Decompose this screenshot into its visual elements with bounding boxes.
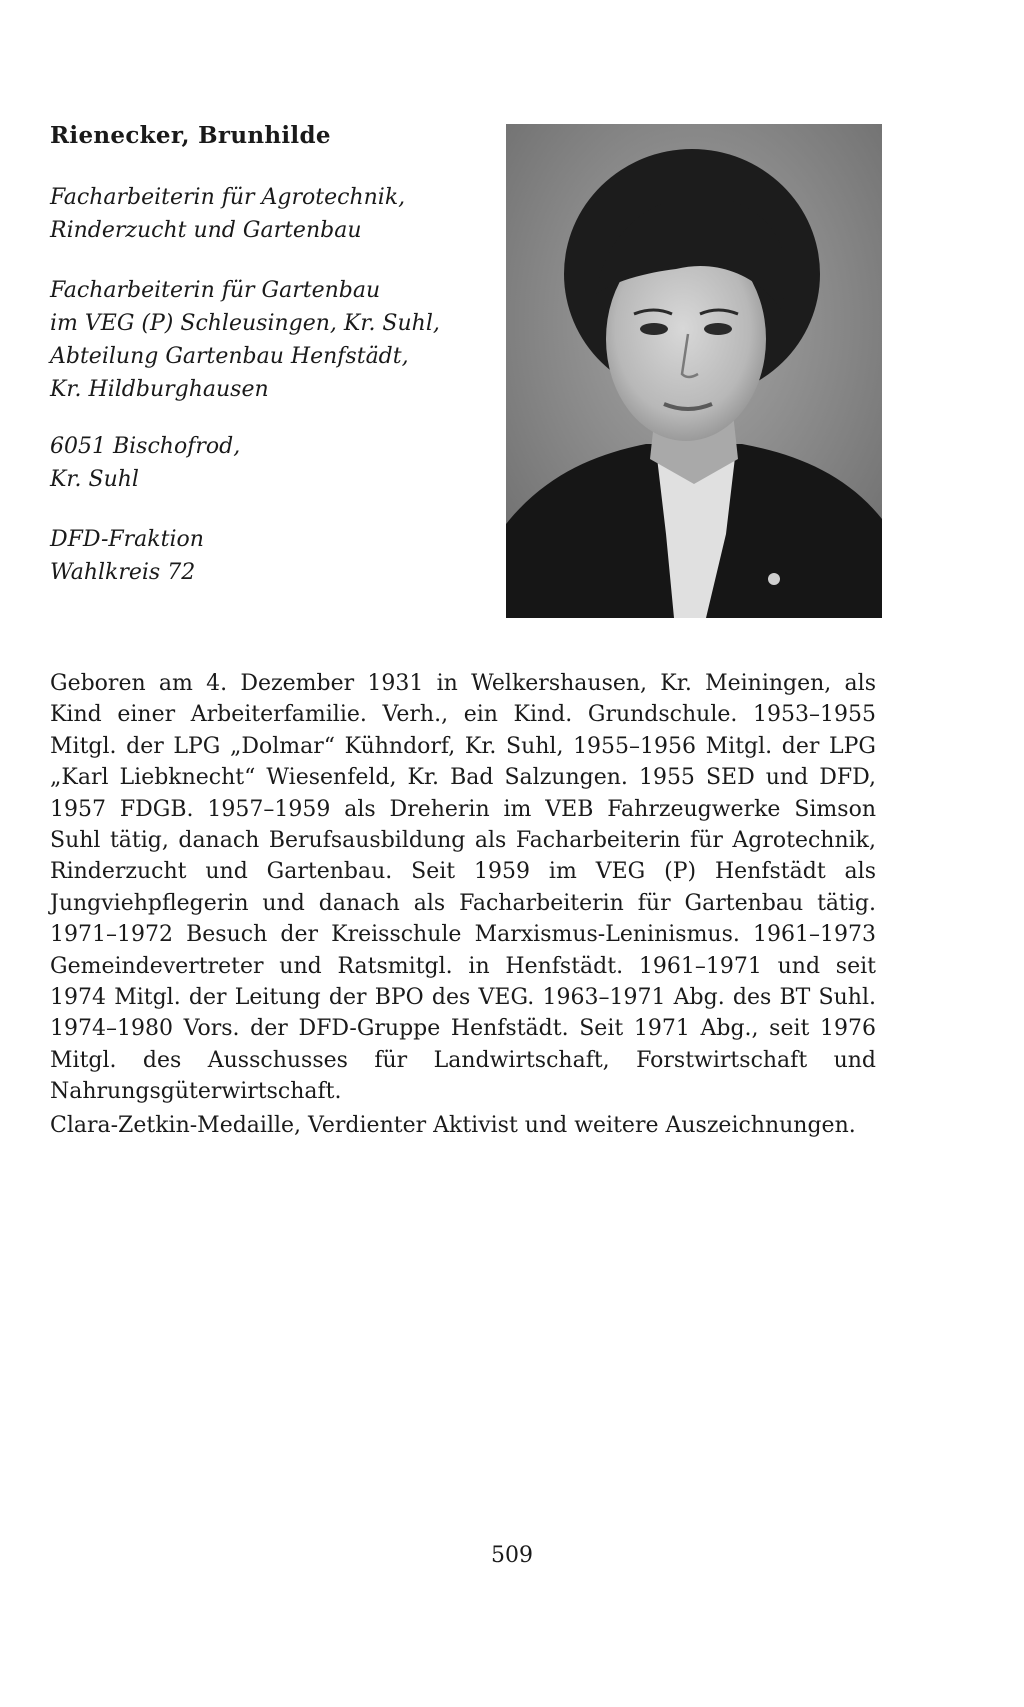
qualification: Facharbeiterin für Agrotechnik, Rinderzucht und Gartenbau [50, 185, 406, 243]
biography: Geboren am 4. Dezember 1931 in Welkershausen, Kr. Meiningen, als Kind einer Arbeiterfamilie. Verh., ein Kind. Grundschule. 1953–1955 Mitgl. der LPG „Dolmar“ Kühndorf, Kr. Suhl, 1955–1956 Mitgl. der LPG „Karl Liebknecht“ Wiesenfeld, Kr. Bad Salzungen. 1955 SED und DFD, 1957 FDGB. 1957–1959 als Dreherin im VEB Fahrzeugwerke Simson Suhl tätig, danach Berufsausbildung als Facharbeiterin für Agrotechnik, Rinderzucht und Gartenbau. Seit 1959 im VEG (P) Henfstädt als Jungviehpflegerin und danach als Facharbeiterin für Gartenbau tätig. 1971–1972 Besuch der Kreisschule Marxismus-Leninismus. 1961–1973 Gemeindevertreter und Ratsmitgl. in Henfstädt. 1961–1971 und seit 1974 Mitgl. der Leitung der BPO des VEG. 1963–1971 Abg. des BT Suhl. 1974–1980 Vors. der DFD-Gruppe Henfstädt. Seit 1971 Abg., seit 1976 Mitgl. des Ausschusses für Landwirtschaft, Forstwirtschaft und Nahrungsgüterwirtschaft. [50, 671, 876, 1105]
portrait-photo [506, 124, 882, 618]
position: Facharbeiterin für Gartenbau im VEG (P) Schleusingen, Kr. Suhl, Abteilung Gartenbau Henfstädt, Kr. Hildburghausen [50, 278, 440, 402]
address: 6051 Bischofrod, Kr. Suhl [50, 434, 241, 492]
portrait-photo-icon [506, 124, 882, 618]
photo-right-eye [704, 323, 732, 335]
person-name: Rienecker, Brunhilde [50, 122, 331, 149]
photo-left-eye [640, 323, 668, 335]
photo-brooch [768, 573, 780, 585]
awards: Clara-Zetkin-Medaille, Verdienter Aktivist und weitere Auszeichnungen. [50, 1113, 856, 1138]
page-number: 509 [491, 1543, 533, 1568]
faction-constituency: DFD-Fraktion Wahlkreis 72 [50, 527, 204, 585]
